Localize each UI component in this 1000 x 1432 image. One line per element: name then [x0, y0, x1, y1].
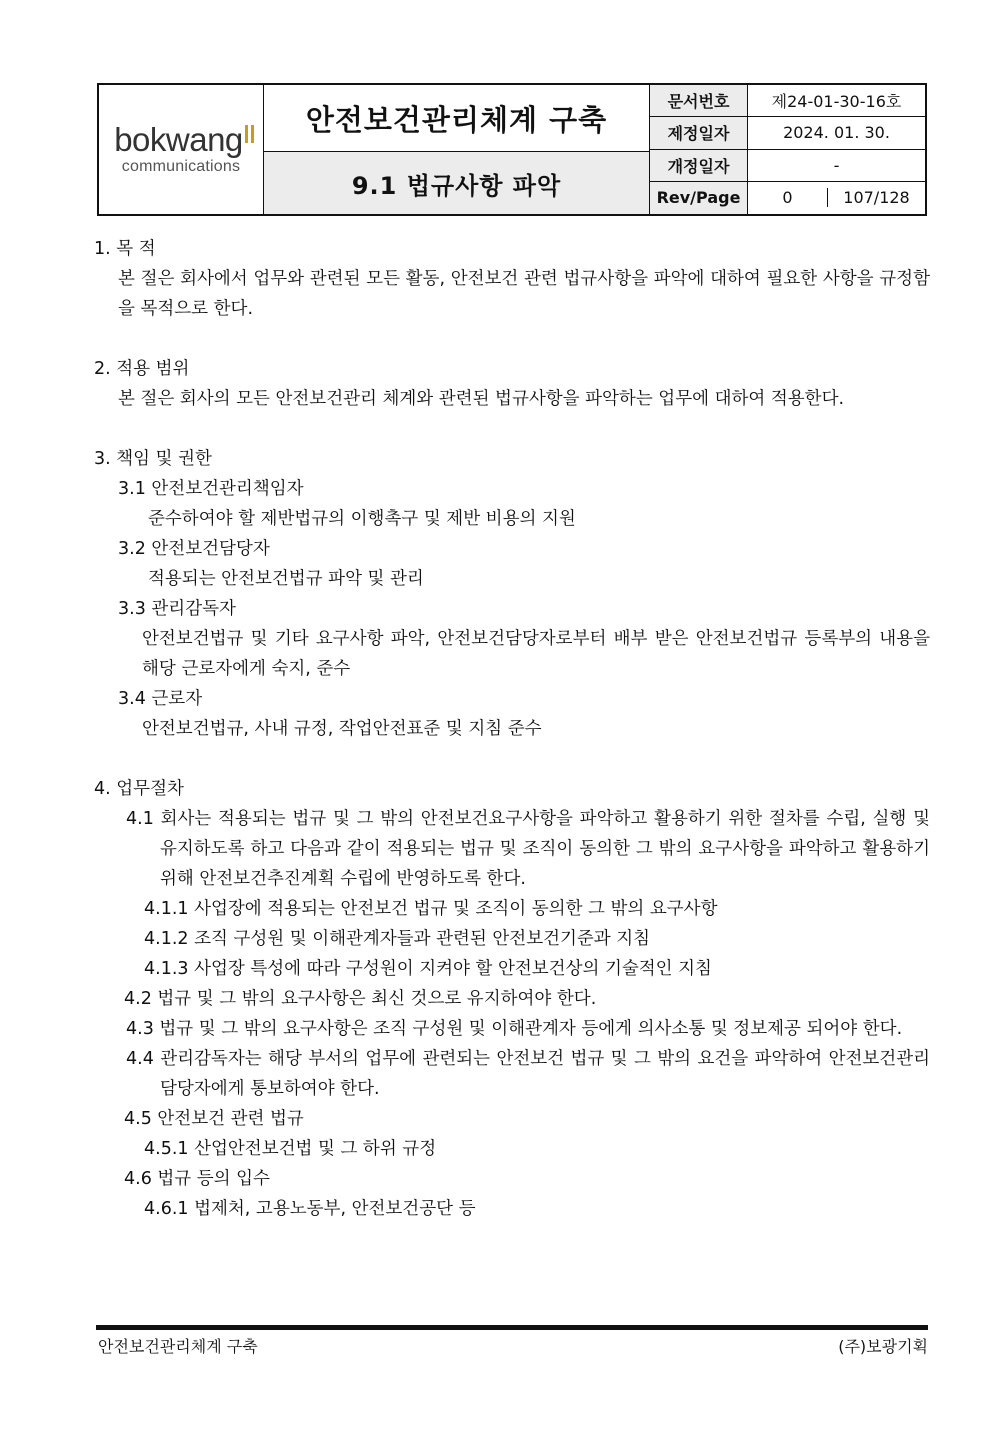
section-4-title: 4. 업무절차: [94, 779, 184, 799]
section-subtitle: 9.1 법규사항 파악: [264, 152, 650, 214]
footer-company: (주)보광기획: [838, 1337, 928, 1356]
section-3-2-text: 적용되는 안전보건법규 파악 및 관리: [148, 569, 424, 589]
section-1-title: 1. 목 적: [94, 239, 156, 259]
footer-divider: [96, 1325, 928, 1330]
revised-value: -: [748, 150, 925, 182]
section-4-1-3: 4.1.3 사업장 특성에 따라 구성원이 지켜야 할 안전보건상의 기술적인 지침: [144, 959, 712, 979]
doc-no-label: 문서번호: [650, 85, 748, 117]
section-3-1-title: 3.1 안전보건관리책임자: [118, 479, 304, 499]
section-3-2-title: 3.2 안전보건담당자: [118, 539, 270, 559]
section-3-1-text: 준수하여야 할 제반법규의 이행촉구 및 제반 비용의 지원: [148, 509, 576, 529]
company-logo: [99, 85, 264, 214]
logo-subtext: communications: [121, 158, 241, 175]
section-4-3: 4.3 법규 및 그 밖의 요구사항은 조직 구성원 및 이해관계자 등에게 의사소통 및 정보제공 되어야 한다.: [126, 1019, 903, 1039]
footer-title: 안전보건관리체계 구축: [98, 1337, 258, 1356]
section-4-1-1: 4.1.1 사업장에 적용되는 안전보건 법규 및 조직이 동의한 그 밖의 요구사항: [144, 899, 718, 919]
logo-wordmark: bokwang: [114, 121, 243, 158]
doc-no-value: 제24-01-30-16호: [748, 85, 925, 117]
section-3-4-text: 안전보건법규, 사내 규정, 작업안전표준 및 지침 준수: [142, 719, 542, 739]
document-title: 안전보건관리체계 구축: [264, 85, 650, 152]
document-body: [94, 234, 930, 1224]
created-label: 제정일자: [650, 117, 748, 149]
revpage-value: [748, 182, 925, 214]
header-table: [97, 83, 927, 216]
revised-label: 개정일자: [650, 150, 748, 182]
section-3-3-title: 3.3 관리감독자: [118, 599, 236, 619]
section-4-4: 4.4 관리감독자는 해당 부서의 업무에 관련되는 안전보건 법규 및 그 밖의 요건을 파악하여 안전보건관리담당자에게 통보하여야 한다.: [126, 1049, 930, 1099]
section-4-6-1: 4.6.1 법제처, 고용노동부, 안전보건공단 등: [144, 1199, 476, 1219]
section-4-6: 4.6 법규 등의 입수: [124, 1169, 270, 1189]
section-4-1-2: 4.1.2 조직 구성원 및 이해관계자들과 관련된 안전보건기준과 지침: [144, 929, 651, 949]
section-3-4-title: 3.4 근로자: [118, 689, 203, 709]
section-4-5: 4.5 안전보건 관련 법규: [124, 1109, 304, 1129]
section-4-5-1: 4.5.1 산업안전보건법 및 그 하위 규정: [144, 1139, 437, 1159]
rev-value: 0: [748, 188, 828, 207]
section-3-title: 3. 책임 및 권한: [94, 449, 212, 469]
created-value: 2024. 01. 30.: [748, 117, 925, 149]
section-3-3-text: 안전보건법규 및 기타 요구사항 파악, 안전보건담당자로부터 배부 받은 안전보건법규 등록부의 내용을 해당 근로자에게 숙지, 준수: [142, 629, 930, 679]
document-meta: [650, 85, 925, 214]
revpage-label: Rev/Page: [650, 182, 748, 214]
section-1-text: 본 절은 회사에서 업무와 관련된 모든 활동, 안전보건 관련 법규사항을 파악에 대하여 필요한 사항을 규정함을 목적으로 한다.: [118, 269, 930, 319]
section-2-title: 2. 적용 범위: [94, 359, 190, 379]
logo-mark-icon: [245, 125, 248, 143]
section-4-1: 4.1 회사는 적용되는 법규 및 그 밖의 안전보건요구사항을 파악하고 활용하기 위한 절차를 수립, 실행 및 유지하도록 하고 다음과 같이 적용되는 법규 및 조직이 동의한 그 밖의 요구사항을 파악하고 활용하기 위해 안전보건추진계획 수립에 반영하도록 한다.: [126, 809, 930, 889]
section-2-text: 본 절은 회사의 모든 안전보건관리 체계와 관련된 법규사항을 파악하는 업무에 대하여 적용한다.: [118, 389, 845, 409]
page-value: 107/128: [843, 188, 910, 208]
section-4-2: 4.2 법규 및 그 밖의 요구사항은 최신 것으로 유지하여야 한다.: [124, 989, 597, 1009]
